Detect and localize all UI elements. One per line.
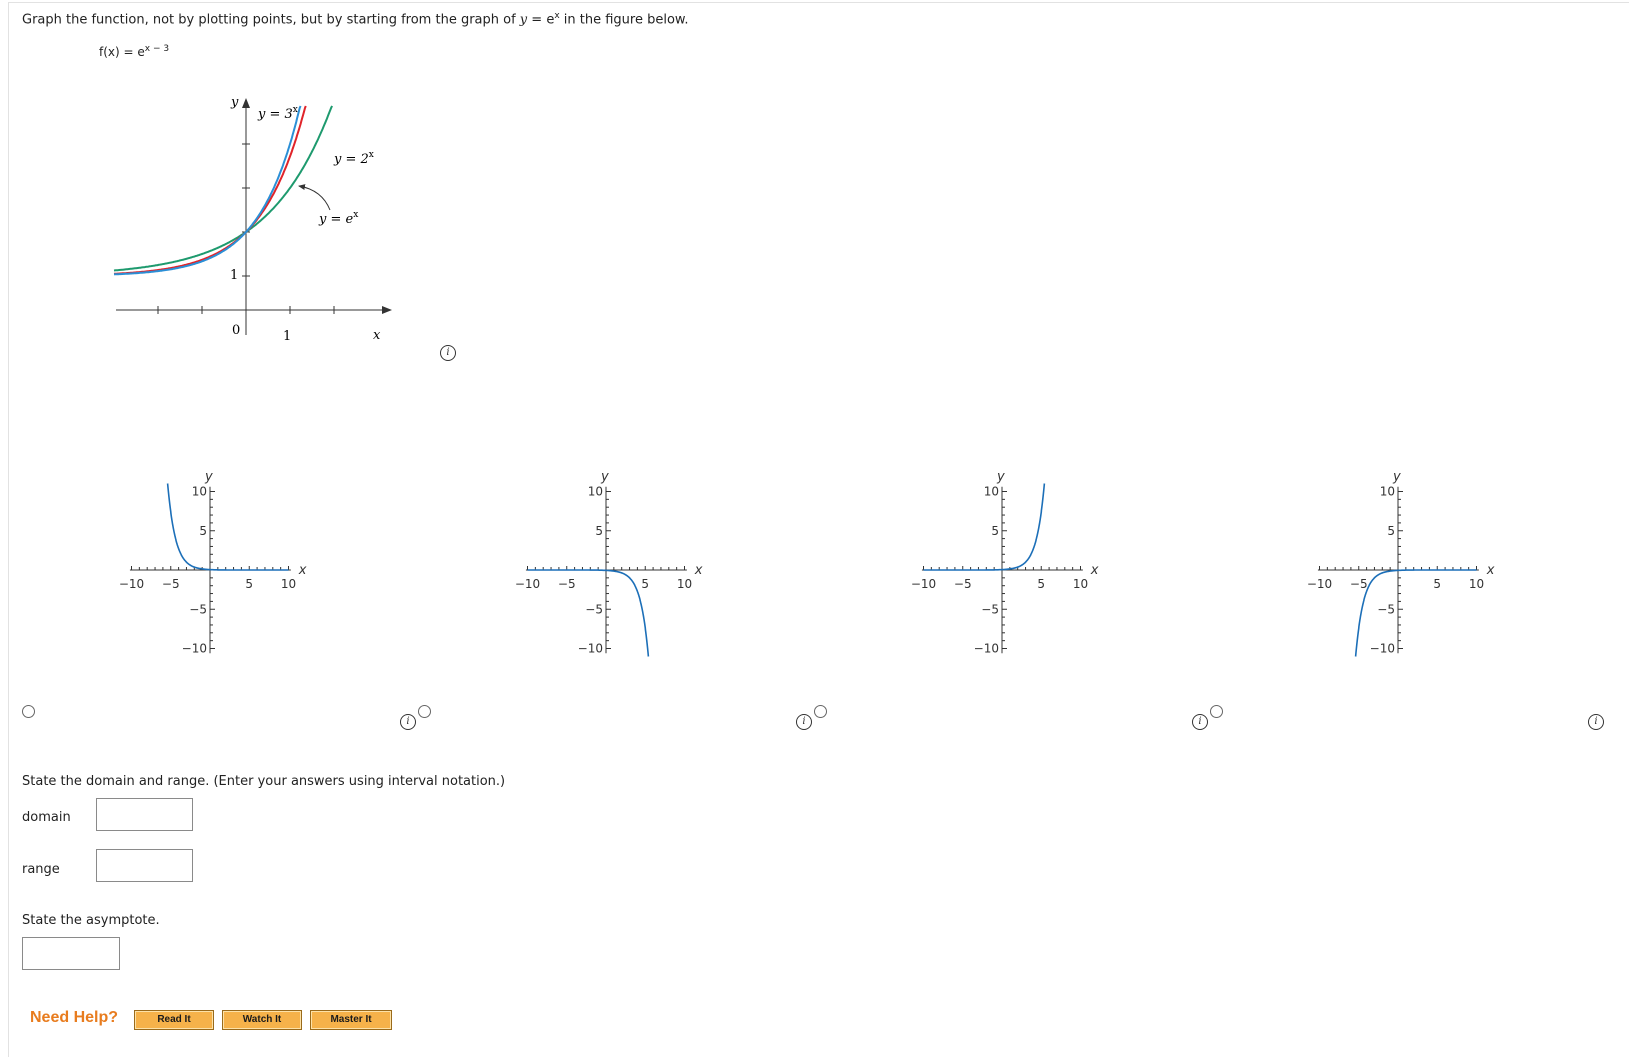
- curve-e-power-x: [114, 106, 306, 274]
- x-tick-label: 10: [1072, 577, 1089, 591]
- x-tick-label: 10: [1468, 577, 1485, 591]
- option-info-icon[interactable]: i: [796, 714, 812, 730]
- ref-y-arrow: [242, 98, 250, 108]
- x-tick-label: 5: [641, 577, 650, 591]
- y-tick-label: 5: [1387, 523, 1395, 538]
- option-radio-d[interactable]: [1210, 705, 1223, 718]
- y-tick-label: −5: [981, 602, 999, 617]
- function-base: f(x) = e: [99, 45, 145, 59]
- y-tick-label: 10: [983, 484, 999, 499]
- prompt-exp: x: [554, 11, 560, 21]
- read-it-button[interactable]: Read It: [134, 1010, 214, 1030]
- y-tick-label: −10: [577, 641, 603, 656]
- option-radio-a[interactable]: [22, 705, 35, 718]
- ref-tick-1-y: 1: [230, 268, 239, 283]
- domain-range-instructions: State the domain and range. (Enter your answers using interval notation.): [22, 774, 506, 789]
- x-axis-label: x: [1486, 563, 1495, 578]
- option-radio-c[interactable]: [814, 705, 827, 718]
- y-tick-label: 10: [191, 484, 207, 499]
- x-tick-label: 5: [1037, 577, 1046, 591]
- label-ex: [318, 210, 358, 227]
- curve-3-power-x: [114, 106, 301, 274]
- asymptote-input[interactable]: [22, 937, 120, 970]
- y-tick-label: 10: [1379, 484, 1395, 499]
- y-tick-label: −10: [181, 641, 207, 656]
- y-tick-label: −5: [1377, 602, 1395, 617]
- option-graph-d: [1188, 380, 1578, 760]
- label-ex-exp: x: [353, 210, 359, 220]
- prompt-text: Graph the function, not by plotting points, but by starting from the graph of: [22, 12, 520, 28]
- label-2x-exp: x: [368, 150, 374, 160]
- x-tick-label: −10: [1306, 577, 1333, 591]
- option-info-icon[interactable]: i: [1588, 714, 1604, 730]
- y-tick-label: −5: [189, 602, 207, 617]
- x-tick-label: −10: [910, 577, 937, 591]
- option-curve-a: [168, 484, 289, 571]
- ref-x-arrow: [382, 306, 392, 314]
- x-tick-label: 10: [280, 577, 297, 591]
- ref-y-label: y: [231, 95, 239, 110]
- option-info-icon[interactable]: i: [400, 714, 416, 730]
- x-tick-label: −5: [1349, 577, 1368, 591]
- label-2x-text: y = 2: [334, 152, 369, 167]
- x-tick-label: 5: [1433, 577, 1442, 591]
- x-axis-label: x: [1090, 563, 1099, 578]
- y-tick-label: −10: [1369, 641, 1395, 656]
- x-tick-label: −5: [953, 577, 972, 591]
- x-tick-label: −5: [161, 577, 180, 591]
- option-graph-c: [792, 380, 1182, 760]
- prompt-text-end: in the figure below.: [559, 12, 689, 28]
- y-axis-label: y: [205, 469, 213, 485]
- ref-tick-1-x: 1: [283, 329, 292, 344]
- x-tick-label: −5: [557, 577, 576, 591]
- prompt-eq: = e: [527, 12, 555, 28]
- label-3x-text: y = 3: [258, 107, 293, 122]
- y-tick-label: −10: [973, 641, 999, 656]
- prompt-var: y: [519, 12, 528, 28]
- function-exponent: x − 3: [144, 44, 170, 54]
- x-tick-label: 10: [676, 577, 693, 591]
- y-axis-label: y: [1393, 469, 1401, 485]
- reference-graph: [0, 0, 460, 350]
- need-help-label: Need Help?: [30, 1009, 119, 1026]
- info-icon[interactable]: i: [440, 345, 456, 361]
- label-2x: [333, 150, 374, 167]
- x-tick-label: −10: [118, 577, 145, 591]
- ref-origin-label: 0: [232, 323, 241, 338]
- ref-x-label: x: [373, 328, 381, 343]
- option-info-icon[interactable]: i: [1192, 714, 1208, 730]
- watch-it-button[interactable]: Watch It: [222, 1010, 302, 1030]
- y-axis-label: y: [601, 469, 609, 485]
- label-3x: [257, 105, 298, 122]
- master-it-button[interactable]: Master It: [310, 1010, 392, 1030]
- x-tick-label: 5: [245, 577, 254, 591]
- option-graph-a: [0, 380, 390, 760]
- y-tick-label: −5: [585, 602, 603, 617]
- label-3x-exp: x: [292, 105, 298, 115]
- y-axis-label: y: [997, 469, 1005, 485]
- option-radio-b[interactable]: [418, 705, 431, 718]
- y-tick-label: 5: [199, 523, 207, 538]
- domain-input[interactable]: [96, 798, 193, 831]
- x-axis-label: x: [694, 563, 703, 578]
- domain-label: domain: [22, 810, 71, 825]
- range-label: range: [22, 862, 60, 877]
- label-ex-text: y = e: [319, 212, 354, 227]
- option-graph-b: [396, 380, 786, 760]
- range-input[interactable]: [96, 849, 193, 882]
- x-axis-label: x: [298, 563, 307, 578]
- x-tick-label: −10: [514, 577, 541, 591]
- ex-pointer-arrow: [299, 186, 330, 210]
- asymptote-instructions: State the asymptote.: [22, 913, 160, 928]
- y-tick-label: 10: [587, 484, 603, 499]
- y-tick-label: 5: [595, 523, 603, 538]
- y-tick-label: 5: [991, 523, 999, 538]
